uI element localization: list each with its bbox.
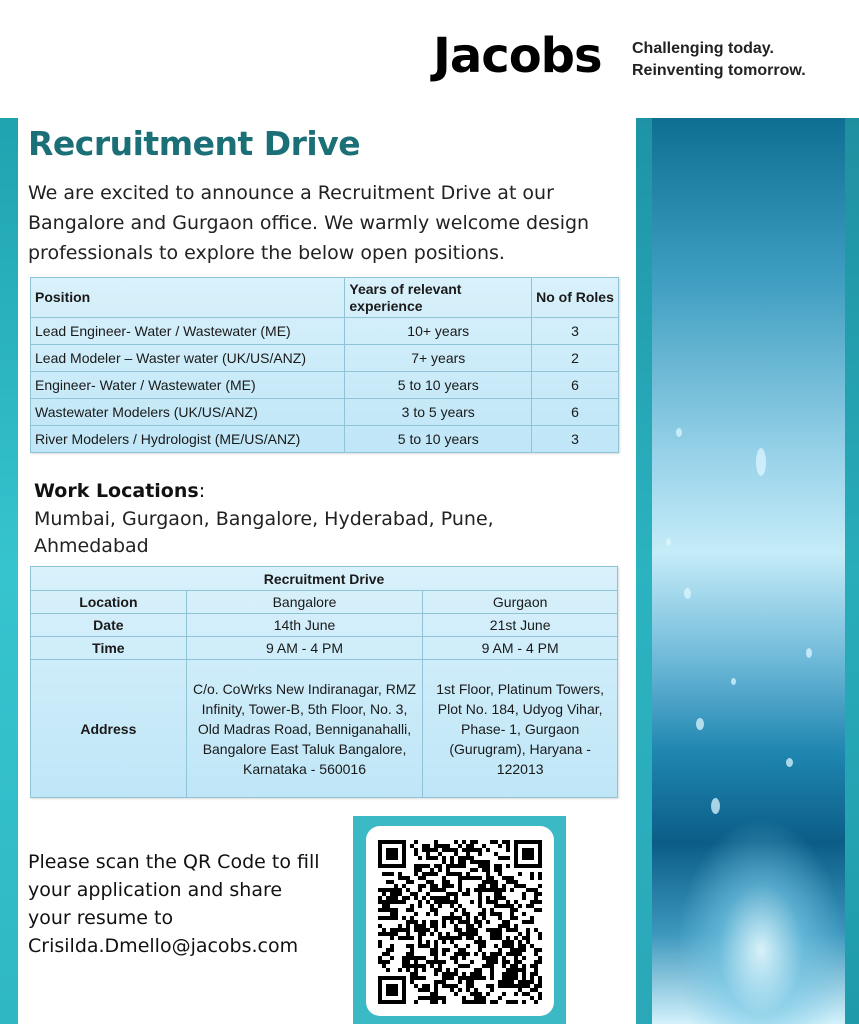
table-row xyxy=(31,637,618,660)
table-row xyxy=(31,345,619,372)
table-row xyxy=(31,660,618,798)
position-cell: Lead Engineer- Water / Wastewater (ME) xyxy=(31,318,345,345)
left-accent-bar xyxy=(0,118,18,1024)
intro-paragraph: We are excited to announce a Recruitment Drive at our Bangalore and Gurgaon office. We warmly welcome design professionals to explore the below open positions. xyxy=(28,182,590,264)
recruitment-drive-table xyxy=(30,566,618,798)
roles-cell: 2 xyxy=(532,345,619,372)
experience-cell: 10+ years xyxy=(345,318,532,345)
tagline xyxy=(632,38,806,82)
table-row xyxy=(31,591,618,614)
application-instructions: Please scan the QR Code to fill your application and share your resume to Crisilda.Dmello@jacobs.com xyxy=(28,851,320,957)
jacobs-logo xyxy=(433,30,602,82)
water-splash-image xyxy=(636,118,859,1024)
position-cell: River Modelers / Hydrologist (ME/US/ANZ) xyxy=(31,426,345,453)
bangalore-location: Bangalore xyxy=(186,591,423,614)
drive-title-row xyxy=(31,567,618,591)
tagline-line2: Reinventing tomorrow. xyxy=(632,62,806,79)
table-row xyxy=(31,614,618,637)
positions-table xyxy=(30,277,619,453)
time-label: Time xyxy=(31,637,187,660)
work-locations-label: Work Locations xyxy=(34,480,199,502)
roles-cell: 3 xyxy=(532,318,619,345)
experience-cell: 5 to 10 years xyxy=(345,372,532,399)
position-cell: Wastewater Modelers (UK/US/ANZ) xyxy=(31,399,345,426)
page-title: Recruitment Drive xyxy=(28,124,361,163)
experience-cell: 5 to 10 years xyxy=(345,426,532,453)
roles-cell: 3 xyxy=(532,426,619,453)
experience-cell: 3 to 5 years xyxy=(345,399,532,426)
bangalore-time: 9 AM - 4 PM xyxy=(186,637,423,660)
date-label: Date xyxy=(31,614,187,637)
gurgaon-date: 21st June xyxy=(423,614,618,637)
table-row xyxy=(31,318,619,345)
experience-cell: 7+ years xyxy=(345,345,532,372)
qr-code-icon[interactable] xyxy=(378,840,542,1004)
address-label: Address xyxy=(31,660,187,798)
roles-cell: 6 xyxy=(532,372,619,399)
position-cell: Engineer- Water / Wastewater (ME) xyxy=(31,372,345,399)
gurgaon-time: 9 AM - 4 PM xyxy=(423,637,618,660)
col-header-position: Position xyxy=(31,278,345,318)
bangalore-date: 14th June xyxy=(186,614,423,637)
work-locations-colon: : xyxy=(198,480,206,502)
tagline-line1: Challenging today. xyxy=(632,40,774,57)
roles-cell: 6 xyxy=(532,399,619,426)
table-row xyxy=(31,399,619,426)
table-row xyxy=(31,426,619,453)
drive-table-title: Recruitment Drive xyxy=(31,567,618,591)
qr-code-frame xyxy=(353,816,566,1024)
bangalore-address: C/o. CoWrks New Indiranagar, RMZ Infinity, Tower-B, 5th Floor, No. 3, Old Madras Road, Benniganahalli, Bangalore East Taluk Bangalore, Karnataka - 560016 xyxy=(186,660,423,798)
location-label: Location xyxy=(31,591,187,614)
col-header-experience: Years of relevant experience xyxy=(345,278,532,318)
col-header-roles: No of Roles xyxy=(532,278,619,318)
position-cell: Lead Modeler – Waster water (UK/US/ANZ) xyxy=(31,345,345,372)
table-row xyxy=(31,372,619,399)
work-locations-heading xyxy=(34,480,205,502)
work-locations-list: Mumbai, Gurgaon, Bangalore, Hyderabad, Pune, Ahmedabad xyxy=(34,508,494,557)
table-header-row xyxy=(31,278,619,318)
logo-text: Jacobs xyxy=(433,28,602,84)
gurgaon-address: 1st Floor, Platinum Towers, Plot No. 184, Udyog Vihar, Phase- 1, Gurgaon (Gurugram), Haryana - 122013 xyxy=(423,660,618,798)
gurgaon-location: Gurgaon xyxy=(423,591,618,614)
